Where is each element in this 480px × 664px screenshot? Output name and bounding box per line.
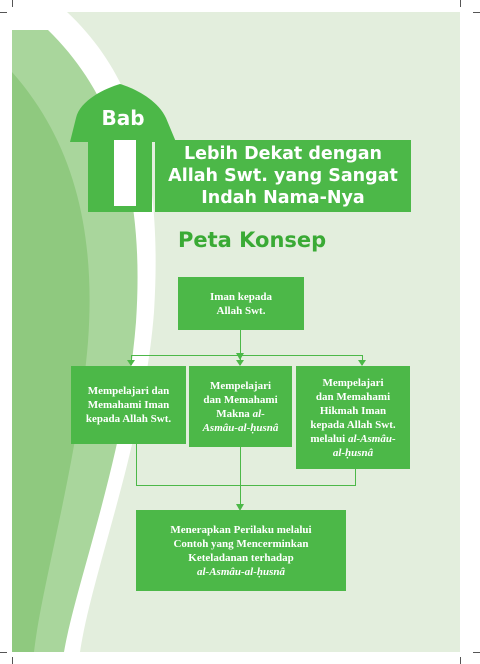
connector-line bbox=[240, 330, 241, 356]
connector-line bbox=[131, 355, 132, 365]
connector-line bbox=[136, 444, 137, 486]
box-text-span: melalui bbox=[310, 432, 348, 445]
section-title: Peta Konsep bbox=[178, 228, 327, 252]
box-text-line: Hikmah Iman bbox=[319, 404, 387, 417]
box-text-line: kepada Allah Swt. bbox=[310, 418, 396, 431]
chapter-title-line: Lebih Dekat dengan bbox=[183, 144, 383, 164]
box-text-line: dan Memahami bbox=[315, 390, 391, 403]
box-text-line: Allah Swt. bbox=[216, 304, 266, 317]
box-text-line: Iman kepada bbox=[209, 290, 273, 303]
connector-line bbox=[240, 355, 241, 365]
box-text-line: al-ḥusnâ bbox=[332, 446, 374, 459]
box-text-line bbox=[310, 432, 395, 446]
box-text-line: Contoh yang Mencerminkan bbox=[173, 537, 309, 550]
chapter-label: Bab bbox=[101, 106, 145, 130]
concept-box-bottom bbox=[136, 510, 346, 591]
connector-line bbox=[136, 485, 356, 486]
box-text-line: Keteladanan terhadap bbox=[188, 551, 294, 564]
concept-box-right bbox=[296, 366, 410, 469]
chapter-title-line: Indah Nama-Nya bbox=[201, 188, 365, 208]
box-text-line: dan Memahami bbox=[203, 393, 278, 406]
chapter-title-banner bbox=[155, 140, 411, 212]
concept-box-middle bbox=[189, 366, 292, 447]
connector-line bbox=[362, 355, 363, 365]
box-text-line: Mempelajari dan bbox=[87, 385, 170, 397]
box-text-span: al-Asmâu- bbox=[347, 432, 396, 445]
chapter-title-line: Allah Swt. yang Sangat bbox=[168, 166, 398, 186]
box-text-line: kepada Allah Swt. bbox=[85, 413, 172, 425]
box-text-line bbox=[216, 407, 265, 421]
box-text-line: Asmâu-al-ḥusnâ bbox=[202, 421, 279, 434]
box-text-span: Makna bbox=[216, 407, 253, 420]
connector-line bbox=[240, 447, 241, 509]
box-text-line: Mempelajari bbox=[209, 379, 272, 392]
box-text-line: al-Asmâu-al-ḥusnâ bbox=[196, 565, 286, 578]
box-text-line: Menerapkan Perilaku melalui bbox=[170, 523, 312, 536]
concept-box-root bbox=[178, 277, 304, 330]
box-text-line: Mempelajari bbox=[322, 376, 384, 389]
box-text-line: Memahami Iman bbox=[87, 399, 170, 411]
connector-line bbox=[131, 355, 363, 356]
connector-line bbox=[355, 469, 356, 486]
box-text-span: al- bbox=[252, 407, 265, 420]
concept-box-left bbox=[71, 366, 186, 444]
chapter-number bbox=[104, 136, 146, 210]
